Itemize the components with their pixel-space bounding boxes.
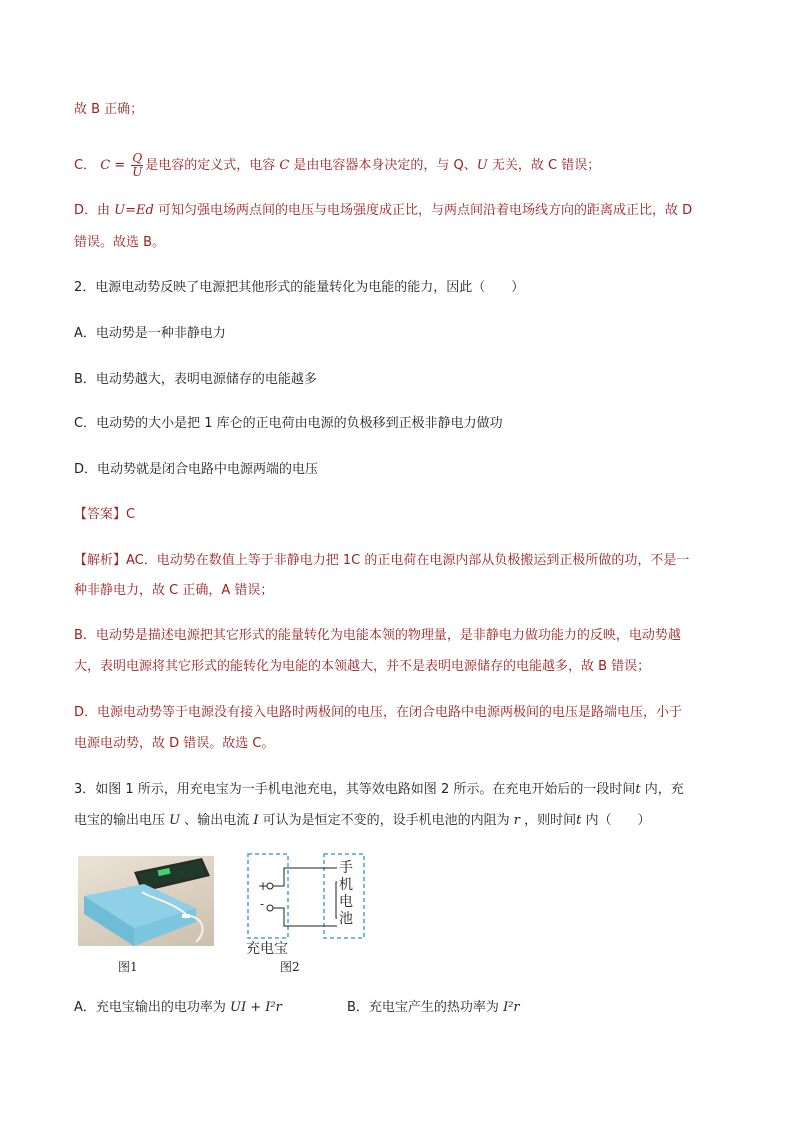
text: ，则时间 [520, 813, 577, 828]
var-t: t [635, 782, 641, 797]
var-u: U [476, 158, 488, 173]
label-char: 手 [339, 860, 353, 876]
numerator: Q [132, 151, 143, 165]
label-char: 电 [339, 894, 353, 910]
power-bank-illustration [78, 856, 214, 946]
charger-dashed-box [248, 854, 288, 938]
var-u: U [169, 813, 181, 828]
question-3-option-b [347, 998, 520, 1018]
denominator: U [132, 165, 143, 179]
power-bank-photo [78, 856, 214, 946]
figure-2-caption: 图2 [280, 960, 300, 974]
text: 电宝的输出电压 [74, 813, 170, 828]
analysis-line-b-correct [74, 100, 143, 120]
analysis-line-d-cont [74, 233, 165, 253]
negative-terminal [267, 905, 273, 911]
answer-line [74, 505, 135, 525]
text: 是由电容器本身决定的，与 Q、 [289, 158, 477, 173]
question-3-stem-2 [74, 811, 651, 831]
usb-port [182, 914, 190, 918]
text: 2．电源电动势反映了电源把其他形式的能量转化为电能的能力，因此（ ） [74, 280, 525, 295]
label-char: 池 [339, 911, 353, 927]
text: 种非静电力，故 C 正确，A 错误； [74, 583, 274, 598]
label-char: 机 [339, 877, 353, 893]
text: 是电容的定义式，电容 [145, 158, 280, 173]
question-2-option-c [74, 414, 503, 434]
text: C． [74, 158, 97, 173]
charger-label: 充电宝 [246, 941, 288, 957]
question-3-stem-1 [74, 780, 684, 800]
text: B．电动势越大，表明电源储存的电能越多 [74, 372, 317, 387]
analysis-line-6 [74, 734, 275, 754]
wire-bottom [273, 908, 344, 926]
equals: = [110, 158, 130, 173]
text: AC．电动势在数值上等于非静电力把 1C 的正电荷在电源内部从负极搬运到正极所做的功，不是一 [126, 553, 690, 568]
formula-u-ed: U=Ed [114, 203, 154, 218]
answer: 【答案】C [74, 507, 136, 522]
var-r: r [513, 813, 520, 828]
var-i: I [253, 813, 259, 828]
question-2-option-a [74, 324, 226, 344]
text: 可认为是恒定不变的，设手机电池的内阻为 [258, 813, 514, 828]
formula: I²r [503, 1000, 520, 1015]
phone-battery-label [337, 860, 355, 928]
analysis-line-2 [74, 581, 273, 601]
text: 3．如图 1 所示，用充电宝为一手机电池充电，其等效电路如图 2 所示。在充电开始后的一段时间 [74, 782, 636, 797]
question-2-option-b [74, 370, 317, 390]
text: 电源电动势，故 D 错误。故选 C。 [74, 736, 275, 751]
text: D．由 [74, 203, 115, 218]
text: 大，表明电源将其它形式的能转化为电能的本领越大，并不是表明电源储存的电能越多，故 B 错误； [74, 659, 651, 674]
var-c: C [279, 158, 290, 173]
question-3-option-a [74, 998, 282, 1018]
analysis-line-4 [74, 657, 650, 677]
text: 无关，故 C 错误； [487, 158, 601, 173]
text: D．电源电动势等于电源没有接入电路时两极间的电压，在闭合电路中电源两极间的电压是路端电压，小于 [74, 705, 683, 720]
text: B．充电宝产生的热功率为 [347, 1000, 504, 1015]
text: C．电动势的大小是把 1 库仑的正电荷由电源的负极移到正极非静电力做功 [74, 416, 503, 431]
analysis-tag: 【解析】 [74, 553, 127, 568]
plus-sign: + [258, 879, 269, 893]
text: A．充电宝输出的电功率为 [74, 1000, 231, 1015]
text: 可知匀强电场两点间的电压与电场强度成正比，与两点间沿着电场线方向的距离成正比，故 D [153, 203, 693, 218]
minus-sign: - [260, 897, 265, 911]
var-c: C [100, 158, 111, 173]
text: 、输出电流 [180, 813, 254, 828]
formula: UI + I²r [230, 1000, 282, 1015]
analysis-line-3 [74, 626, 681, 646]
text: A．电动势是一种非静电力 [74, 326, 226, 341]
text: 故 B 正确； [74, 102, 144, 117]
analysis-line-d [74, 201, 692, 221]
analysis-line-1 [74, 551, 689, 571]
analysis-line-5 [74, 703, 682, 723]
text: 内（ ） [581, 813, 651, 828]
text: 内，充 [640, 782, 684, 797]
figure-1-caption: 图1 [118, 960, 138, 974]
text: 错误。故选 B。 [74, 235, 166, 250]
wire-top [273, 868, 344, 886]
text: D．电动势就是闭合电路中电源两端的电压 [74, 462, 319, 477]
var-t: t [576, 813, 582, 828]
analysis-line-c [74, 152, 600, 179]
fraction-q-over-u [131, 152, 143, 179]
text: B．电动势是描述电源把其它形式的能量转化为电能本领的物理量，是非静电力做功能力的反映，电动势越 [74, 628, 681, 643]
question-2-option-d [74, 460, 318, 480]
question-2-stem [74, 278, 524, 298]
